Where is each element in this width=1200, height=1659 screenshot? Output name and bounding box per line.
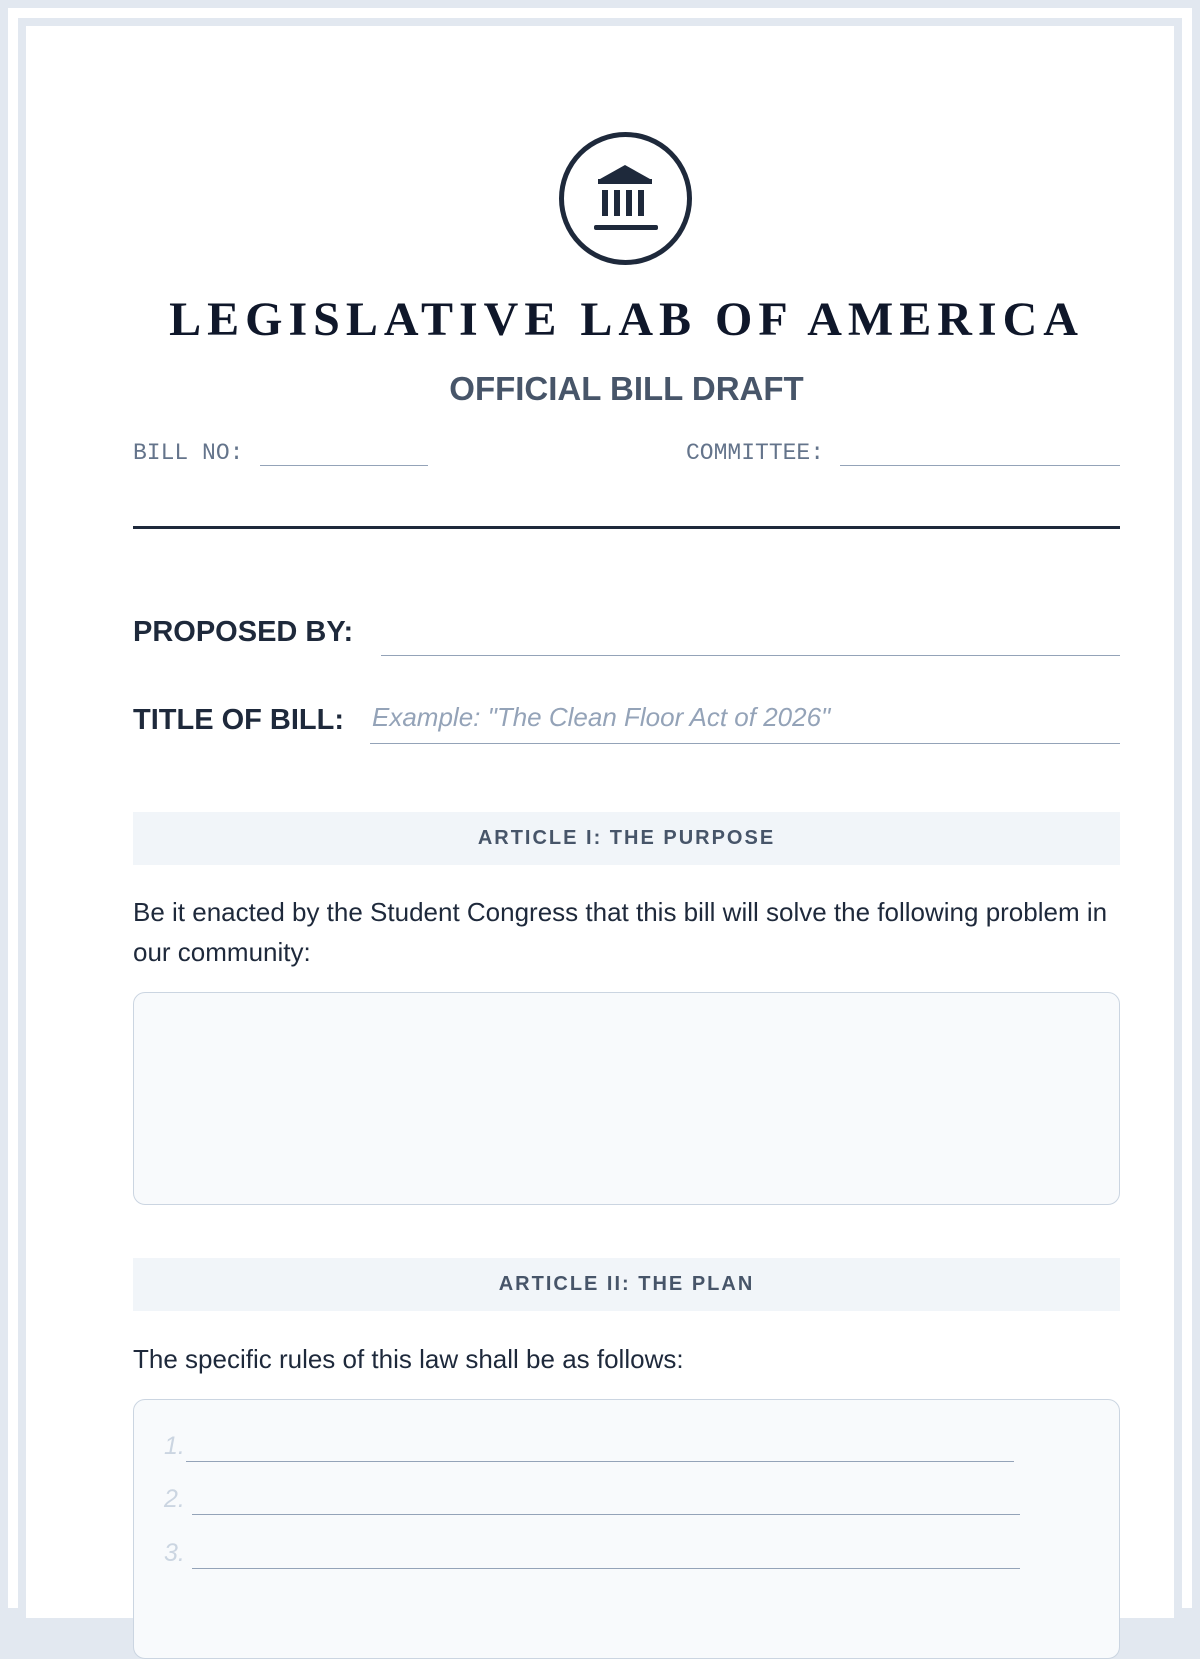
header-divider [133,526,1120,529]
rule-line [192,1568,1020,1569]
rule-number: 3. [164,1539,185,1567]
article-2-heading: ARTICLE II: THE PLAN [133,1258,1120,1311]
bill-title-label: TITLE OF BILL: [133,704,345,736]
bill-number-field[interactable] [260,465,428,466]
proposed-by-input[interactable] [381,655,1120,656]
rule-item[interactable] [164,1432,1014,1464]
document-subtitle: OFFICIAL BILL DRAFT [449,370,804,407]
rule-number: 2. [164,1485,185,1513]
article-1-text: Be it enacted by the Student Congress that this bill will solve the following problem in our community: [133,897,1108,967]
rule-item[interactable] [164,1539,1020,1571]
proposed-by-label: PROPOSED BY: [133,616,354,648]
purpose-textarea[interactable] [133,992,1120,1205]
rule-item[interactable] [164,1485,1020,1517]
rule-line [192,1514,1020,1515]
article-1-heading: ARTICLE I: THE PURPOSE [133,812,1120,865]
page-frame [18,18,1182,1618]
bill-title-underline [370,743,1120,744]
bill-number-label: BILL NO: [133,440,244,466]
article-2-text: The specific rules of this law shall be as follows: [133,1344,684,1374]
rules-box [133,1399,1120,1659]
bill-title-input[interactable]: Example: "The Clean Floor Act of 2026" [372,702,831,732]
government-building-icon [559,132,692,265]
committee-field[interactable] [840,465,1120,466]
rule-number: 1. [164,1432,185,1460]
bill-draft-form [133,26,1120,1626]
organization-title: LEGISLATIVE LAB OF AMERICA [169,293,1084,346]
rule-line [186,1461,1014,1462]
committee-label: COMMITTEE: [686,440,825,466]
